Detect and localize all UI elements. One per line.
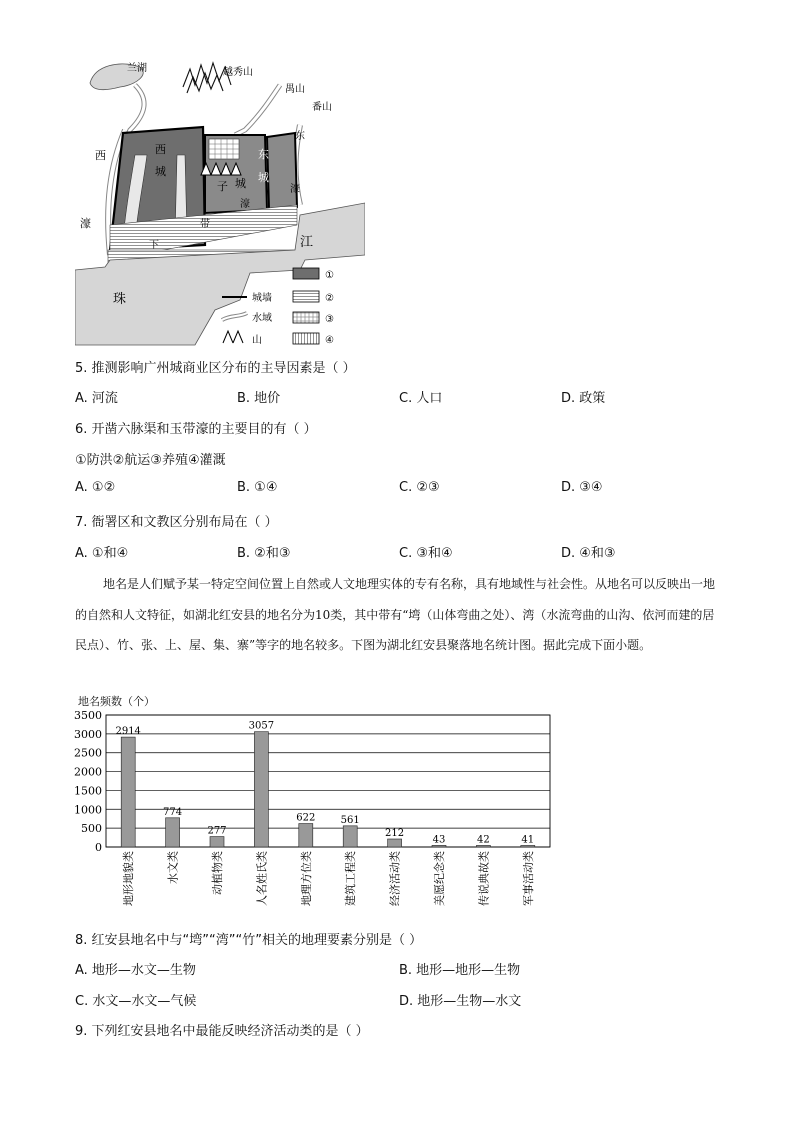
chart-ylabel: 地名频数（个） [78, 695, 155, 708]
label-hao-mid: 濠 [240, 199, 250, 210]
passage [75, 569, 715, 661]
q6-option-b[interactable]: B. ①④ [237, 480, 278, 495]
data-label: 42 [477, 834, 490, 846]
mountain-legend-icon [223, 331, 243, 343]
y-tick-label: 3000 [74, 727, 102, 741]
label-xia: 下 [149, 240, 159, 251]
legend-label-wall: 城墙 [252, 293, 272, 304]
q7-option-d[interactable]: D. ④和③ [561, 546, 616, 561]
bar [254, 732, 268, 847]
label-hao-left: 濠 [80, 217, 91, 230]
bar [476, 845, 490, 847]
label-zhu: 珠 [113, 292, 127, 307]
data-label: 622 [296, 812, 316, 824]
label-yuexiushan: 越秀山 [223, 67, 253, 78]
y-tick-label: 2500 [74, 746, 102, 760]
q7-option-a[interactable]: A. ①和④ [75, 546, 129, 561]
y-tick-label: 3500 [74, 709, 102, 722]
place-name-bar-chart [70, 705, 560, 920]
q6-option-d[interactable]: D. ③④ [561, 480, 603, 495]
label-jiang: 江 [300, 235, 314, 250]
label-fanshan: 番山 [312, 102, 332, 113]
bar [521, 845, 535, 847]
q6-sub: ①防洪②航运③养殖④灌溉 [75, 453, 226, 468]
label-dongcheng-2: 城 [258, 171, 269, 184]
q6-option-c[interactable]: C. ②③ [399, 480, 440, 495]
bar [388, 839, 402, 847]
q8-text: 8. 红安县地名中与“塆”“湾”“竹”相关的地理要素分别是（ ） [75, 933, 423, 948]
q8-option-b[interactable]: B. 地形—地形—生物 [399, 963, 521, 978]
q5-option-b[interactable]: B. 地价 [237, 391, 281, 406]
label-yushan: 禺山 [285, 84, 305, 95]
q6-text: 6. 开凿六脉渠和玉带濠的主要目的有（ ） [75, 422, 317, 437]
category-label: 地理方位类 [299, 851, 313, 906]
q8-option-a[interactable]: A. 地形—水文—生物 [75, 963, 196, 978]
bar [121, 737, 135, 847]
guangzhou-city-map [75, 55, 365, 350]
data-label: 561 [340, 814, 360, 826]
label-xicheng-1: 西 [155, 143, 166, 156]
category-label: 动植物类 [211, 851, 224, 895]
category-label: 建筑工程类 [344, 851, 358, 906]
bar [166, 818, 180, 847]
legend-label-water: 水域 [252, 313, 272, 324]
bar [299, 824, 313, 847]
q8-option-d[interactable]: D. 地形—生物—水文 [399, 994, 522, 1009]
y-tick-label: 0 [95, 841, 102, 854]
bar [432, 845, 446, 847]
label-zicheng-1: 子 [217, 180, 228, 193]
q9-text: 9. 下列红安县地名中最能反映经济活动类的是（ ） [75, 1024, 369, 1039]
label-xicheng-2: 城 [155, 165, 166, 178]
label-xi: 西 [95, 149, 106, 162]
passage-text: 地名是人们赋予某一特定空间位置上自然或人文地理实体的专有名称，具有地域性与社会性。从地名可以反映出一地的自然和人文特征，如湖北红安县的地名分为10类，其中带有“塆（山体弯曲之处）、湾（水流弯曲的山沟、依河而建的居民点）、竹、张、上、屋、集、寨”等字的地名较多。下图为湖北红安县聚落地名统计图。据此完成下面小题。 [75, 577, 716, 652]
category-label: 地形地貌类 [122, 851, 136, 906]
legend-symbol-3: ③ [325, 314, 334, 325]
east-city-zone [267, 133, 297, 210]
q6-option-a[interactable]: A. ①② [75, 480, 116, 495]
y-tick-label: 1500 [74, 784, 102, 798]
category-label: 水文类 [166, 851, 180, 884]
data-label: 41 [521, 834, 535, 846]
label-dai: 带 [200, 219, 210, 230]
category-label: 军事活动类 [521, 851, 535, 906]
label-zicheng-2: 城 [235, 177, 246, 190]
bar [210, 837, 224, 847]
y-tick-label: 2000 [74, 765, 102, 779]
q5-text: 5. 推测影响广州城商业区分布的主导因素是（ ） [75, 361, 356, 376]
legend-symbol-2: ② [325, 293, 334, 304]
legend-symbol-4: ④ [325, 335, 334, 346]
q5-option-d[interactable]: D. 政策 [561, 391, 606, 406]
q8-option-c[interactable]: C. 水文—水文—气候 [75, 994, 197, 1009]
data-label: 774 [163, 806, 183, 818]
label-lanhu: 兰湖 [127, 63, 147, 74]
data-label: 3057 [248, 720, 275, 732]
label-hao-right: 濠 [290, 184, 300, 195]
y-tick-label: 500 [81, 822, 102, 836]
q5-option-c[interactable]: C. 人口 [399, 391, 443, 406]
q7-option-b[interactable]: B. ②和③ [237, 546, 291, 561]
data-label: 277 [207, 825, 227, 837]
q7-option-c[interactable]: C. ③和④ [399, 546, 453, 561]
bar [343, 826, 357, 847]
category-label: 经济活动类 [388, 851, 402, 906]
q5-option-a[interactable]: A. 河流 [75, 391, 118, 406]
q7-text: 7. 衙署区和文教区分别布局在（ ） [75, 515, 278, 530]
label-dong: 东 [295, 131, 305, 142]
y-tick-label: 1000 [74, 803, 102, 817]
category-label: 美愿纪念类 [433, 851, 446, 906]
legend-label-mountain: 山 [252, 335, 262, 346]
data-label: 2914 [115, 726, 141, 738]
legend-symbol-1: ① [325, 270, 334, 281]
data-label: 212 [385, 828, 405, 840]
category-label: 人名姓氏类 [255, 851, 269, 906]
label-dongcheng-1: 东 [258, 148, 269, 161]
data-label: 43 [432, 834, 446, 846]
category-label: 传说典故类 [477, 851, 491, 906]
